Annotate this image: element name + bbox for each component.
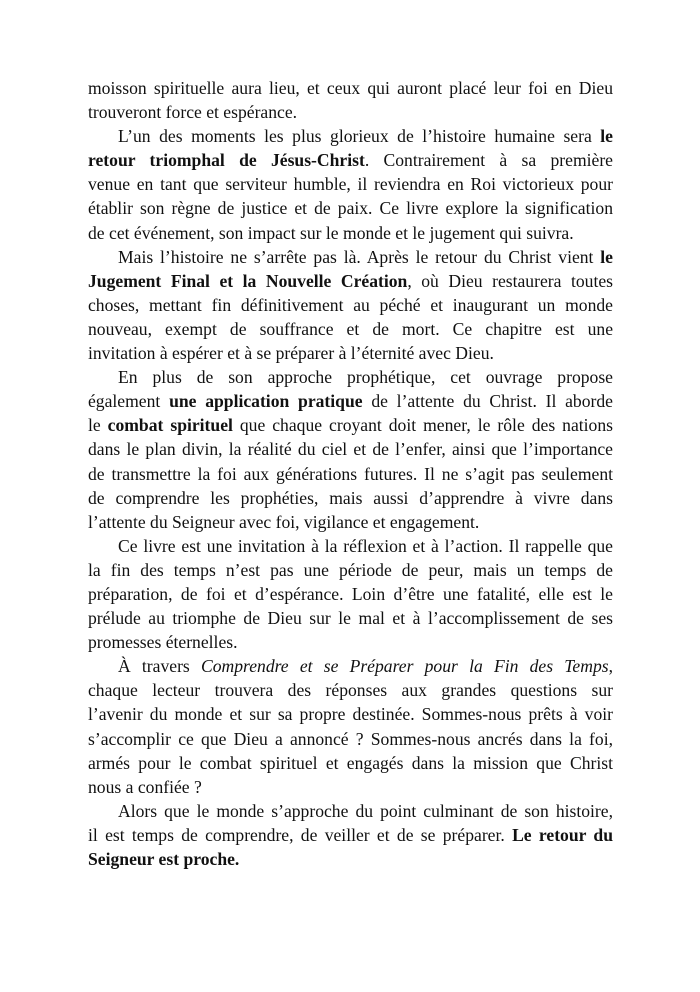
text-run: nouveau, exempt de souffrance et de mort. Ce chapitre est une [88, 318, 613, 339]
document-page [88, 76, 613, 871]
text-run: promesses éternelles. [88, 632, 238, 653]
text-run: Ce livre est une invitation à la réflexion et à l’action. Il rappelle que [118, 535, 613, 556]
bold-text: Le retour du [512, 824, 613, 845]
paragraph [88, 76, 613, 124]
text-run: chaque lecteur trouvera des réponses aux grandes questions sur [88, 680, 613, 701]
italic-text: Comprendre et se Préparer pour la Fin des Temps [200, 656, 609, 677]
text-run: la fin des temps n’est pas une période de peur, mais un temps de [88, 559, 613, 580]
text-run: établir son règne de justice et de paix. Ce livre explore la signification [88, 198, 613, 219]
paragraph [88, 654, 613, 799]
text-run: trouveront force et espérance. [88, 102, 298, 123]
text-line [88, 413, 613, 437]
bold-text: Jugement Final et la Nouvelle Création [88, 270, 408, 291]
text-line [88, 124, 613, 148]
text-run: dans le plan divin, la réalité du ciel et de l’enfer, ainsi que l’importance [88, 439, 613, 460]
bold-text: combat spirituel [107, 415, 233, 436]
text-run: préparation, de foi et d’espérance. Loin d’être une fatalité, elle est le [88, 583, 613, 604]
text-line [88, 269, 613, 293]
text-run: . Contrairement à sa première [364, 150, 613, 171]
text-line [88, 751, 613, 775]
text-line [88, 389, 613, 413]
text-run: moisson spirituelle aura lieu, et ceux qui auront placé leur foi en Dieu [88, 78, 613, 98]
text-run: venue en tant que serviteur humble, il reviendra en Roi victorieux pour [88, 174, 613, 195]
bold-text: le [600, 126, 613, 147]
text-line [88, 775, 613, 799]
text-line [88, 654, 613, 678]
text-run: le [88, 415, 108, 436]
text-run: En plus de son approche prophétique, cet ouvrage propose [118, 367, 613, 388]
text-line [88, 799, 613, 823]
text-line [88, 196, 613, 220]
text-run: choses, mettant fin définitivement au péché et inaugurant un monde [88, 294, 613, 315]
text-line [88, 727, 613, 751]
text-line [88, 100, 613, 124]
text-run: que chaque croyant doit mener, le rôle des nations [232, 415, 613, 436]
text-run: L’un des moments les plus glorieux de l’histoire humaine sera [118, 126, 601, 147]
bold-text: le [600, 246, 613, 267]
text-line [88, 534, 613, 558]
text-run: de transmettre la foi aux générations futures. Il ne s’agit pas seulement [88, 463, 613, 484]
text-line [88, 702, 613, 726]
text-line [88, 606, 613, 630]
text-run: Mais l’histoire ne s’arrête pas là. Après le retour du Christ vient [118, 246, 601, 267]
text-line [88, 630, 613, 654]
text-run: Alors que le monde s’approche du point culminant de son histoire, [118, 800, 613, 821]
bold-text: une application pratique [169, 391, 363, 412]
text-line [88, 293, 613, 317]
paragraph [88, 799, 613, 871]
bold-text: retour triomphal de Jésus-Christ [88, 150, 365, 171]
text-run: À travers [118, 656, 201, 677]
text-run: de cet événement, son impact sur le monde et le jugement qui suivra. [88, 222, 574, 243]
text-line [88, 317, 613, 341]
bold-text: Seigneur est proche. [88, 849, 240, 869]
text-run: il est temps de comprendre, de veiller et de se préparer. [88, 824, 513, 845]
text-line [88, 462, 613, 486]
paragraph [88, 124, 613, 244]
text-line [88, 341, 613, 365]
text-line [88, 486, 613, 510]
text-line [88, 558, 613, 582]
paragraph [88, 245, 613, 365]
text-run: nous a confiée ? [88, 776, 202, 797]
text-line [88, 365, 613, 389]
text-line [88, 172, 613, 196]
text-line [88, 437, 613, 461]
paragraph [88, 365, 613, 534]
text-line [88, 148, 613, 172]
text-line [88, 847, 613, 871]
text-run: prélude au triomphe de Dieu sur le mal et à l’accomplissement de ses [88, 608, 613, 629]
text-run: l’attente du Seigneur avec foi, vigilance et engagement. [88, 511, 480, 532]
text-run: invitation à espérer et à se préparer à l’éternité avec Dieu. [88, 343, 494, 364]
text-run: de comprendre les prophéties, mais aussi d’apprendre à vivre dans [88, 487, 613, 508]
text-run: également [88, 391, 170, 412]
text-line [88, 823, 613, 847]
paragraph [88, 534, 613, 654]
text-line [88, 245, 613, 269]
text-run: l’avenir du monde et sur sa propre destinée. Sommes-nous prêts à voir [88, 704, 613, 725]
text-line [88, 678, 613, 702]
text-run: de l’attente du Christ. Il aborde [362, 391, 613, 412]
text-line [88, 582, 613, 606]
text-run: armés pour le combat spirituel et engagés dans la mission que Christ [88, 752, 613, 773]
text-line [88, 76, 613, 100]
text-run: , [608, 656, 613, 677]
text-line [88, 510, 613, 534]
text-line [88, 221, 613, 245]
text-run: s’accomplir ce que Dieu a annoncé ? Sommes-nous ancrés dans la foi, [88, 728, 613, 749]
text-run: , où Dieu restaurera toutes [407, 270, 613, 291]
